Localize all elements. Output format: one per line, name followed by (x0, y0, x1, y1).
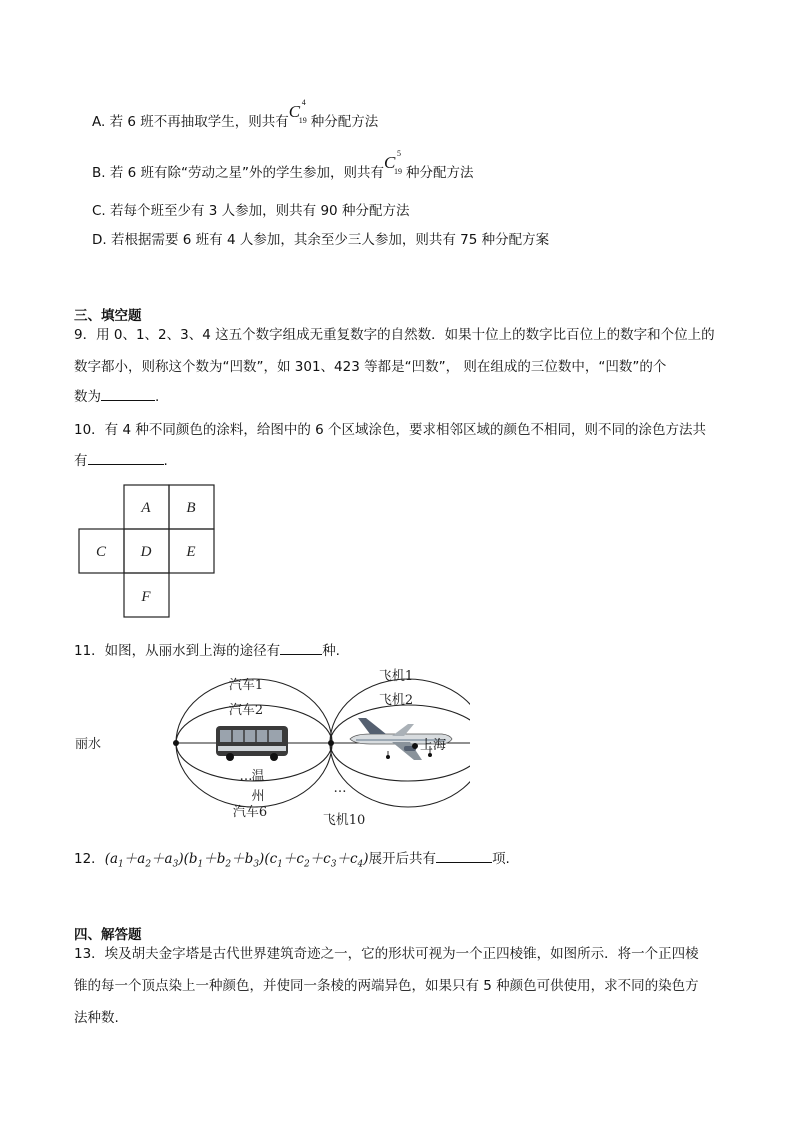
plane1-label: 飞机1 (378, 669, 414, 684)
region-b-label: B (186, 500, 196, 516)
option-c: C. 若每个班至少有 3 人参加，则共有 90 种分配方法 (92, 203, 410, 219)
region-c-label: C (95, 544, 107, 560)
region-d-label: D (140, 544, 152, 560)
option-a (92, 98, 379, 131)
q12-line: 12．$(a_1+a_2+a_3)(b_1+b_2+b_3)(c_1+c_2+c_3+c_4)$展开后共有 项. (74, 851, 510, 870)
q9-line3: 数为 . (74, 389, 160, 405)
plane-dots-label: … (333, 781, 347, 796)
shanghai-node (412, 743, 418, 749)
car6-label: 汽车6 (232, 805, 268, 820)
region-a-label: A (141, 500, 151, 516)
car1-label: 汽车1 (228, 678, 264, 693)
q9-answer-blank[interactable] (101, 388, 155, 401)
q9-line2: 数字都小，则称这个数为“凹数”，如 301、423 等都是“凹数”， 则在组成的三位数中，“凹数”的个 (74, 359, 667, 375)
q11-line: 11．如图，从丽水到上海的途径有 种. (74, 643, 340, 659)
q11-route-diagram (70, 668, 470, 828)
car-dots-label: … (239, 769, 253, 784)
q10-line1: 10．有 4 种不同颜色的涂料，给图中的 6 个区域涂色，要求相邻区域的颜色不相同，则不同的涂色方法共 (74, 422, 707, 438)
lishui-node (173, 740, 179, 746)
option-b (92, 149, 474, 182)
plane10-label: 飞机10 (322, 813, 366, 828)
q9-line1: 9．用 0、1、2、3、4 这五个数字组成无重复数字的自然数．如果十位上的数字比百位上的数字和个位上的 (74, 327, 715, 343)
q13-line2: 锥的每一个顶点染上一种颜色，并使同一条棱的两端异色，如果只有 5 种颜色可供使用，求不同的染色方 (74, 978, 699, 994)
q10-region-grid (78, 484, 218, 620)
zhou-label: 州 (251, 789, 265, 804)
region-f-label: F (141, 589, 151, 605)
q12-answer-blank[interactable] (436, 850, 492, 863)
option-d: D. 若根据需要 6 班有 4 人参加，其余至少三人参加，则共有 75 种分配方案 (92, 232, 550, 248)
bus-icon (216, 726, 288, 761)
wenzhou-node (328, 740, 334, 746)
section-3-title: 三、填空题 (74, 308, 142, 324)
wen-label: 温 (251, 769, 265, 784)
lishui-label: 丽水 (74, 737, 102, 752)
q13-line1: 13．埃及胡夫金字塔是古代世界建筑奇迹之一，它的形状可视为一个正四棱锥，如图所示．将一个正四棱 (74, 946, 699, 962)
region-e-label: E (186, 544, 196, 560)
option-b-text: B. 若 6 班有除“劳动之星”外的学生参加，则共有 (92, 165, 385, 181)
q13-line3: 法种数. (74, 1010, 119, 1026)
plane2-label: 飞机2 (378, 693, 414, 708)
combination-c19-4: C 4 19 (288, 98, 307, 125)
section-4-title: 四、解答题 (74, 927, 142, 943)
option-b-tail: 种分配方法 (406, 165, 474, 181)
option-a-text: A. 若 6 班不再抽取学生，则共有 (92, 114, 289, 130)
car2-label: 汽车2 (228, 703, 264, 718)
shanghai-node-label: 上海 (412, 737, 446, 755)
q10-answer-blank[interactable] (88, 452, 164, 465)
q11-answer-blank[interactable] (280, 642, 322, 655)
option-a-tail: 种分配方法 (310, 114, 379, 130)
combination-c19-5: C 5 19 (384, 149, 403, 176)
q10-line2: 有 . (74, 453, 168, 469)
